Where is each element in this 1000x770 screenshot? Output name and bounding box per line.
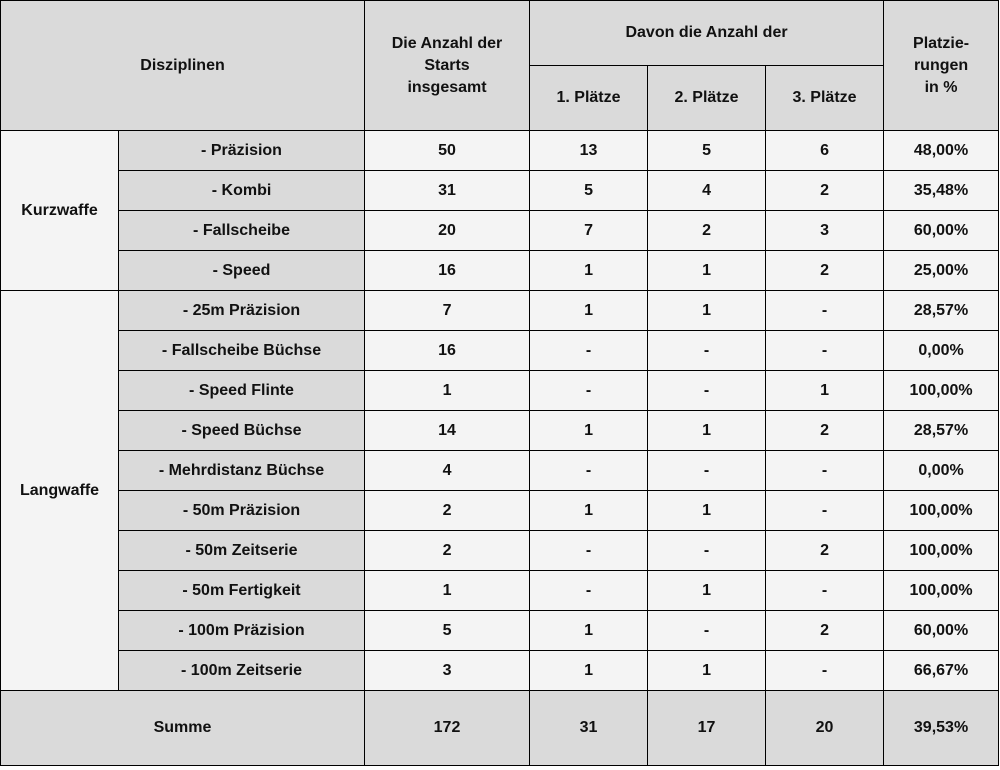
starts-value: 1 [365, 371, 530, 411]
third-places-value: 6 [766, 131, 884, 171]
second-places-header: 2. Plätze [648, 66, 766, 131]
first-places-value: 1 [530, 491, 648, 531]
discipline-name: - Präzision [119, 131, 365, 171]
first-places-value: - [530, 451, 648, 491]
table-row [1, 171, 999, 211]
discipline-name: - 100m Zeitserie [119, 651, 365, 691]
discipline-name: - Fallscheibe [119, 211, 365, 251]
table-row [1, 251, 999, 291]
first-places-header: 1. Plätze [530, 66, 648, 131]
placements-header-line2: rungen [913, 56, 969, 74]
summary-row [1, 691, 999, 766]
third-places-value: 2 [766, 251, 884, 291]
discipline-name: - 50m Fertigkeit [119, 571, 365, 611]
discipline-name: - Mehrdistanz Büchse [119, 451, 365, 491]
starts-value: 4 [365, 451, 530, 491]
first-places-value: 5 [530, 171, 648, 211]
second-places-value: - [648, 611, 766, 651]
discipline-name: - Fallscheibe Büchse [119, 331, 365, 371]
table-row [1, 411, 999, 451]
table-row [1, 531, 999, 571]
table-row [1, 331, 999, 371]
starts-value: 16 [365, 251, 530, 291]
summary-starts: 172 [365, 691, 530, 766]
starts-header-line3: insgesamt [407, 78, 487, 96]
second-places-value: 4 [648, 171, 766, 211]
third-places-value: 2 [766, 611, 884, 651]
results-body [1, 131, 999, 766]
starts-header-line1: Die Anzahl der [391, 34, 503, 52]
starts-value: 1 [365, 571, 530, 611]
third-places-value: 3 [766, 211, 884, 251]
table-row [1, 651, 999, 691]
placement-percent: 100,00% [884, 371, 999, 411]
discipline-name: - Kombi [119, 171, 365, 211]
third-places-value: 2 [766, 171, 884, 211]
discipline-name: - Speed Flinte [119, 371, 365, 411]
placement-percent: 60,00% [884, 211, 999, 251]
placement-percent: 60,00% [884, 611, 999, 651]
second-places-value: - [648, 331, 766, 371]
starts-value: 16 [365, 331, 530, 371]
second-places-value: - [648, 531, 766, 571]
summary-first-places: 31 [530, 691, 648, 766]
placements-header [884, 1, 999, 131]
group-label-langwaffe: Langwaffe [1, 291, 119, 691]
placement-percent: 100,00% [884, 571, 999, 611]
first-places-value: 7 [530, 211, 648, 251]
first-places-value: - [530, 571, 648, 611]
starts-value: 14 [365, 411, 530, 451]
table-row [1, 211, 999, 251]
third-places-value: - [766, 331, 884, 371]
first-places-value: - [530, 531, 648, 571]
placement-percent: 0,00% [884, 451, 999, 491]
disciplines-header: Disziplinen [1, 1, 365, 131]
placement-percent: 66,67% [884, 651, 999, 691]
second-places-value: 1 [648, 651, 766, 691]
placement-percent: 0,00% [884, 331, 999, 371]
discipline-name: - Speed Büchse [119, 411, 365, 451]
table-row [1, 491, 999, 531]
third-places-value: - [766, 491, 884, 531]
placement-percent: 25,00% [884, 251, 999, 291]
second-places-value: 2 [648, 211, 766, 251]
discipline-name: - 50m Zeitserie [119, 531, 365, 571]
starts-value: 2 [365, 491, 530, 531]
starts-value: 31 [365, 171, 530, 211]
table-row [1, 371, 999, 411]
summary-third-places: 20 [766, 691, 884, 766]
third-places-value: - [766, 451, 884, 491]
first-places-value: 13 [530, 131, 648, 171]
table-row [1, 571, 999, 611]
second-places-value: 1 [648, 251, 766, 291]
third-places-value: 2 [766, 531, 884, 571]
summary-label: Summe [1, 691, 365, 766]
starts-value: 20 [365, 211, 530, 251]
summary-percent: 39,53% [884, 691, 999, 766]
second-places-value: - [648, 451, 766, 491]
first-places-value: 1 [530, 651, 648, 691]
table-row [1, 291, 999, 331]
discipline-name: - 50m Präzision [119, 491, 365, 531]
placement-percent: 28,57% [884, 411, 999, 451]
summary-second-places: 17 [648, 691, 766, 766]
third-places-value: 2 [766, 411, 884, 451]
placements-header-line1: Platzie- [913, 34, 970, 52]
placements-header-line3: in % [924, 78, 958, 96]
discipline-name: - Speed [119, 251, 365, 291]
second-places-value: 5 [648, 131, 766, 171]
table-row [1, 131, 999, 171]
third-places-value: - [766, 571, 884, 611]
third-places-value: - [766, 291, 884, 331]
third-places-header: 3. Plätze [766, 66, 884, 131]
starts-value: 5 [365, 611, 530, 651]
placement-percent: 100,00% [884, 531, 999, 571]
placement-percent: 100,00% [884, 491, 999, 531]
discipline-name: - 100m Präzision [119, 611, 365, 651]
starts-value: 3 [365, 651, 530, 691]
second-places-value: 1 [648, 571, 766, 611]
second-places-value: - [648, 371, 766, 411]
starts-value: 2 [365, 531, 530, 571]
third-places-value: - [766, 651, 884, 691]
first-places-value: 1 [530, 411, 648, 451]
davon-header: Davon die Anzahl der [530, 1, 884, 66]
third-places-value: 1 [766, 371, 884, 411]
starts-value: 50 [365, 131, 530, 171]
starts-header [365, 1, 530, 131]
placement-percent: 35,48% [884, 171, 999, 211]
second-places-value: 1 [648, 291, 766, 331]
first-places-value: 1 [530, 291, 648, 331]
placement-percent: 28,57% [884, 291, 999, 331]
group-label-kurzwaffe: Kurzwaffe [1, 131, 119, 291]
discipline-name: - 25m Präzision [119, 291, 365, 331]
table-row [1, 451, 999, 491]
starts-header-line2: Starts [424, 56, 470, 74]
first-places-value: 1 [530, 611, 648, 651]
first-places-value: 1 [530, 251, 648, 291]
table-row [1, 611, 999, 651]
second-places-value: 1 [648, 491, 766, 531]
starts-value: 7 [365, 291, 530, 331]
placement-percent: 48,00% [884, 131, 999, 171]
first-places-value: - [530, 371, 648, 411]
first-places-value: - [530, 331, 648, 371]
second-places-value: 1 [648, 411, 766, 451]
